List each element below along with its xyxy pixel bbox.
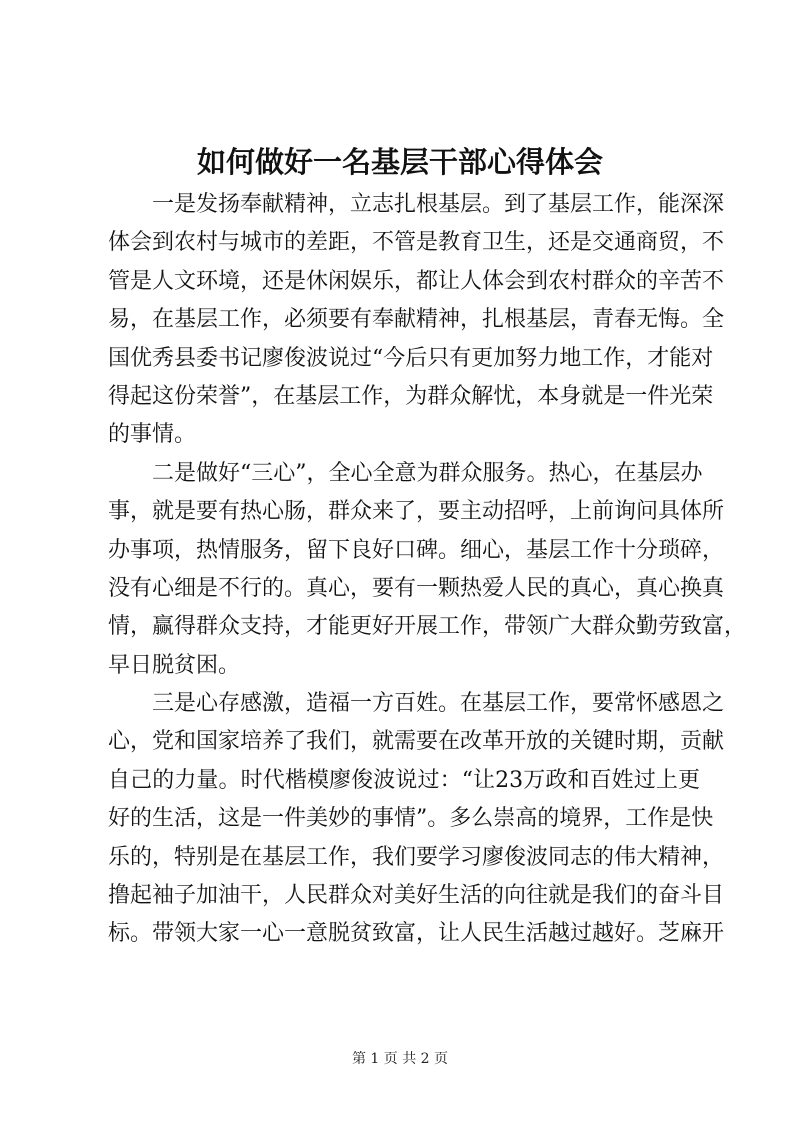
text-line: 办事项，热情服务，留下良好口碑。细心，基层工作十分琐碎， (108, 537, 725, 563)
page-footer: 第 1 页 共 2 页 (351, 1051, 449, 1067)
text-line: 情，赢得群众支持，才能更好开展工作，带领广大群众勤劳致富， (108, 614, 747, 640)
paragraph-2 (108, 455, 747, 685)
text-line: 的事情。 (108, 422, 197, 448)
text-line: 体会到农村与城市的差距，不管是教育卫生，还是交通商贸，不 (108, 230, 725, 256)
text-line: 得起这份荣誉”，在基层工作，为群众解忧，本身就是一件光荣 (108, 383, 714, 409)
text-line: 三是心存感激，造福一方百姓。在基层工作，要常怀感恩之 (152, 691, 725, 717)
text-line: 管是人文环境，还是休闲娱乐，都让人体会到农村群众的辛苦不 (108, 268, 725, 294)
text-line: 好的生活，这是一件美妙的事情”。多么崇高的境界，工作是快 (108, 806, 714, 832)
text-line: 撸起袖子加油干，人民群众对美好生活的向往就是我们的奋斗目 (108, 883, 725, 909)
text-line: 一是发扬奉献精神，立志扎根基层。到了基层工作，能深深 (152, 192, 725, 217)
text-line: 自己的力量。时代楷模廖俊波说过：“让23万政和百姓过上更 (108, 767, 700, 793)
text-line: 心，党和国家培养了我们，就需要在改革开放的关键时期，贡献 (108, 729, 725, 755)
text-line: 乐的，特别是在基层工作，我们要学习廖俊波同志的伟大精神， (108, 844, 725, 870)
paragraph-3 (108, 685, 725, 954)
text-line: 没有心细是不行的。真心，要有一颗热爱人民的真心，真心换真 (108, 575, 725, 601)
text-line: 早日脱贫困。 (108, 652, 241, 678)
text-line: 事，就是要有热心肠，群众来了，要主动招呼，上前询问具体所 (108, 499, 725, 525)
text-line: 二是做好“三心”，全心全意为群众服务。热心，在基层办 (152, 460, 703, 486)
text-line: 标。带领大家一心一意脱贫致富，让人民生活越过越好。芝麻开 (108, 921, 725, 947)
document-title: 如何做好一名基层干部心得体会 (196, 145, 603, 179)
paragraph-1 (108, 186, 725, 455)
document-body (108, 186, 747, 954)
text-line: 国优秀县委书记廖俊波说过“今后只有更加努力地工作，才能对 (108, 345, 714, 371)
text-line: 易，在基层工作，必须要有奉献精神，扎根基层，青春无悔。全 (108, 307, 725, 333)
